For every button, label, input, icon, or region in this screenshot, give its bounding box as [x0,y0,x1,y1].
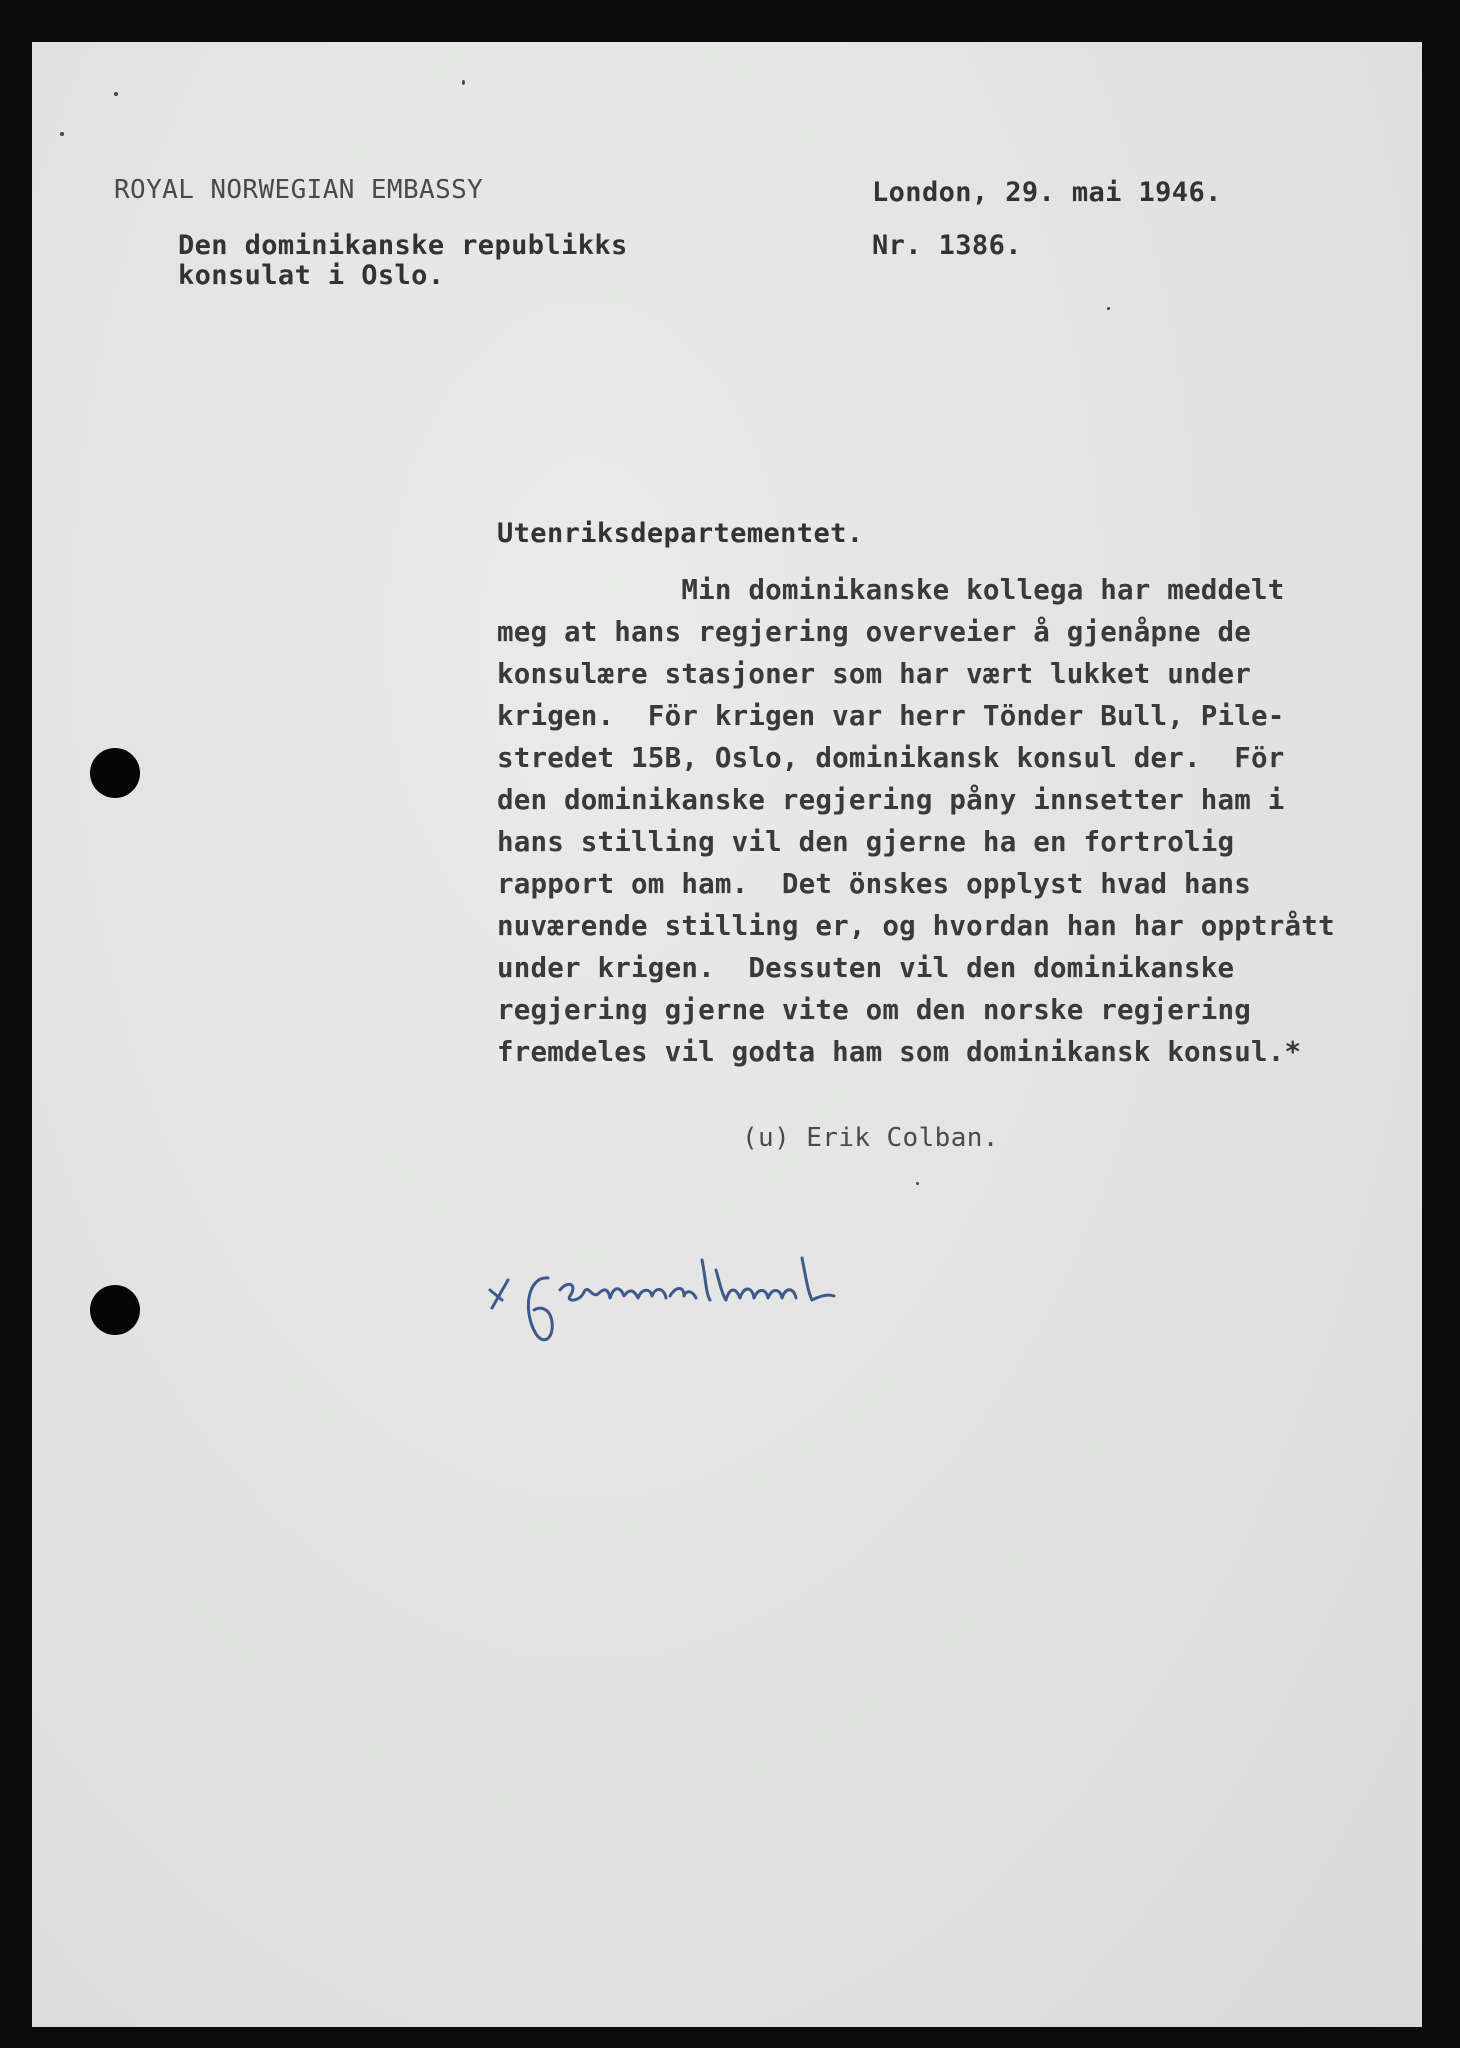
punch-hole [90,1285,140,1335]
body-line: under krigen. Dessuten vil den dominikanske [497,952,1235,984]
closing-signature: (u) Erik Colban. [742,1123,999,1153]
recipient: Utenriksdepartementet. [497,518,864,549]
body-line: konsulære stasjoner som har vært lukket under [497,658,1252,690]
paper-speck [1107,307,1110,310]
handwritten-note [470,1250,930,1360]
reference-number: Nr. 1386. [872,230,1022,261]
punch-hole [90,748,140,798]
body-line: Min dominikanske kollega har meddelt [497,574,1285,606]
body-line: rapport om ham. Det önskes opplyst hvad hans [497,868,1252,900]
place-date: London, 29. mai 1946. [872,177,1222,208]
body-line: nuværende stilling er, og hvordan han har opptrått [497,910,1335,942]
subject-line-1: Den dominikanske republikks [178,230,628,261]
paper-speck [114,92,118,96]
letter-page [32,42,1422,2027]
body-line: fremdeles vil godta ham som dominikansk konsul.* [497,1036,1302,1068]
paper-speck [462,80,465,85]
paper-speck [60,132,64,136]
body-line: krigen. För krigen var herr Tönder Bull, Pile- [497,700,1285,732]
paper-speck [916,1182,919,1185]
body-line: stredet 15B, Oslo, dominikansk konsul der. För [497,742,1285,774]
body-line: hans stilling vil den gjerne ha en fortrolig [497,826,1235,858]
body-line: regjering gjerne vite om den norske regjering [497,994,1252,1026]
body-line: den dominikanske regjering påny innsetter ham i [497,784,1285,816]
subject-line-2: konsulat i Oslo. [178,260,445,291]
body-line: meg at hans regjering overveier å gjenåpne de [497,616,1252,648]
sender-heading: ROYAL NORWEGIAN EMBASSY [114,175,484,205]
